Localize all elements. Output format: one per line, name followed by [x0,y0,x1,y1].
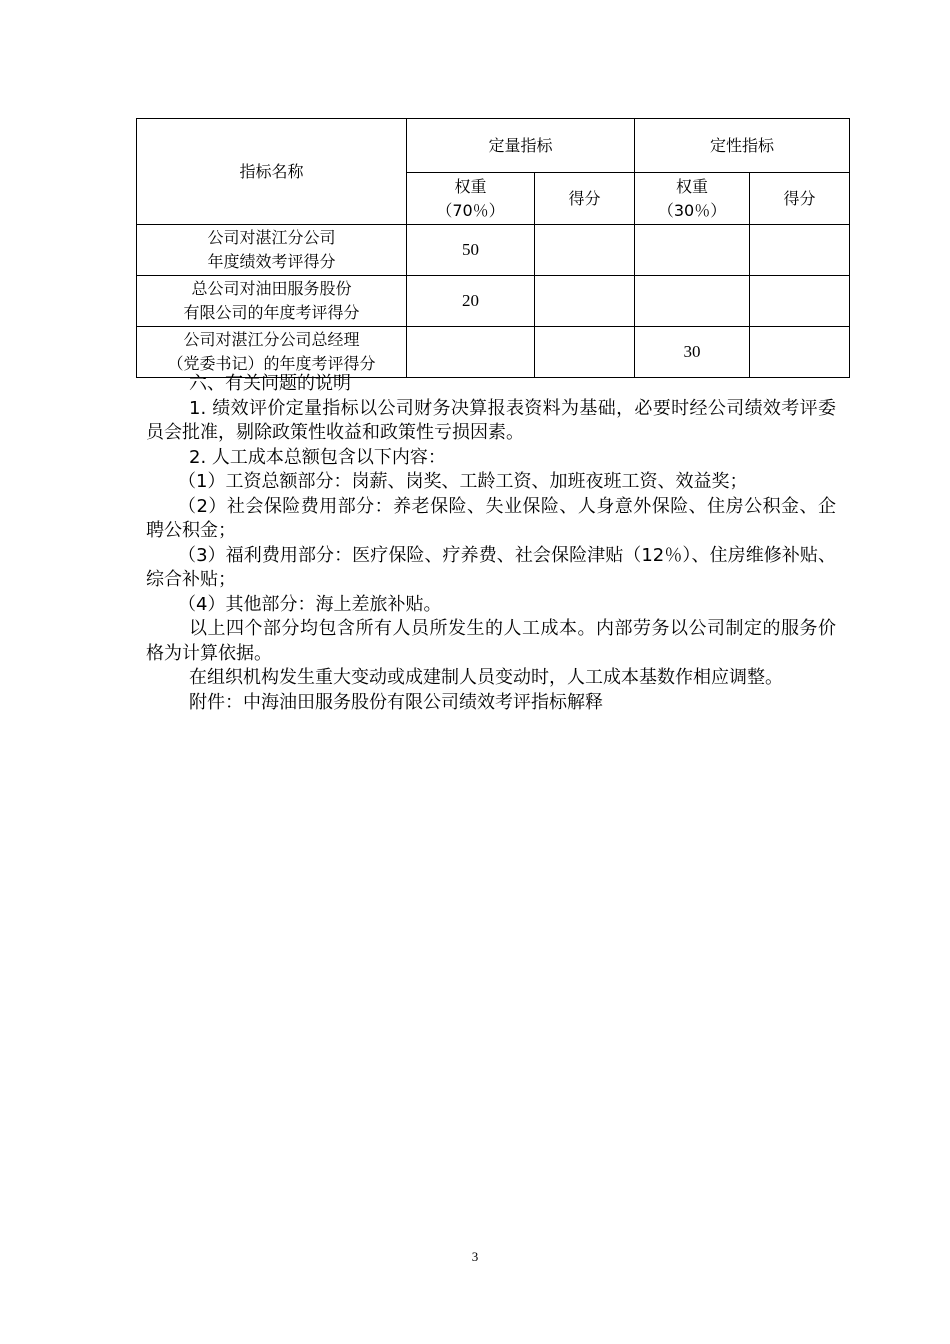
header-qual-score: 得分 [750,173,850,225]
paragraph: （1）工资总额部分：岗薪、岗奖、工龄工资、加班夜班工资、效益奖； [178,471,748,492]
paragraph: （4）其他部分：海上差旅补贴。 [178,593,442,615]
cell-qual-score [750,225,850,276]
cell-quant-weight: 50 [407,225,535,276]
kpi-weight-table [136,118,850,378]
cell-qual-score [750,327,850,378]
table-row [137,276,850,327]
cell-quant-score [535,327,635,378]
cell-qual-weight: 30 [635,327,750,378]
cell-quant-score [535,225,635,276]
row-name [137,276,407,327]
paragraph: 2. 人工成本总额包含以下内容： [189,446,446,468]
attachment-note: 附件：中海油田服务股份有限公司绩效考评指标解释 [189,691,603,713]
cell-quant-score [535,276,635,327]
row-name-line: 年度绩效考评得分 [207,252,336,271]
paragraph: 以上四个部分均包含所有人员所发生的人工成本。内部劳务以公司制定的服务价格为计算依据。 [146,618,836,664]
weight-label: 权重 [676,176,709,196]
row-name-line: 公司对湛江分公司总经理 [183,330,360,349]
row-name-line: 有限公司的年度考评得分 [183,303,360,322]
row-name [137,327,407,378]
weight-label: 权重 [454,176,487,196]
header-quant-weight [407,173,535,225]
header-indicator-name: 指标名称 [137,119,407,225]
header-qualitative: 定性指标 [635,119,850,173]
explanation-section [146,372,836,715]
cell-quant-weight: 20 [407,276,535,327]
quant-weight-pct: （70％） [436,200,505,220]
paragraph: 在组织机构发生重大变动或成建制人员变动时，人工成本基数作相应调整。 [189,667,783,688]
row-name-line: （党委书记）的年度考评得分 [167,354,376,373]
header-quant-score: 得分 [535,173,635,225]
cell-qual-weight [635,225,750,276]
header-quantitative: 定量指标 [407,119,635,173]
page-number: 3 [471,1249,479,1264]
table-row [137,327,850,378]
section-heading: 六、有关问题的说明 [189,373,351,394]
row-name [137,225,407,276]
cell-quant-weight [407,327,535,378]
cell-qual-weight [635,276,750,327]
header-qual-weight [635,173,750,225]
row-name-line: 总公司对油田服务股份 [191,279,352,298]
paragraph: （3）福利费用部分：医疗保险、疗养费、社会保险津贴（12％）、住房维修补贴、综合补贴； [146,544,836,590]
row-name-line: 公司对湛江分公司 [207,228,336,247]
qual-weight-pct: （30％） [657,200,727,220]
cell-qual-score [750,276,850,327]
paragraph: 1. 绩效评价定量指标以公司财务决算报表资料为基础，必要时经公司绩效考评委员会批准，剔除政策性收益和政策性亏损因素。 [146,397,836,443]
paragraph: （2）社会保险费用部分：养老保险、失业保险、人身意外保险、住房公积金、企聘公积金； [146,495,836,541]
table-row [137,225,850,276]
